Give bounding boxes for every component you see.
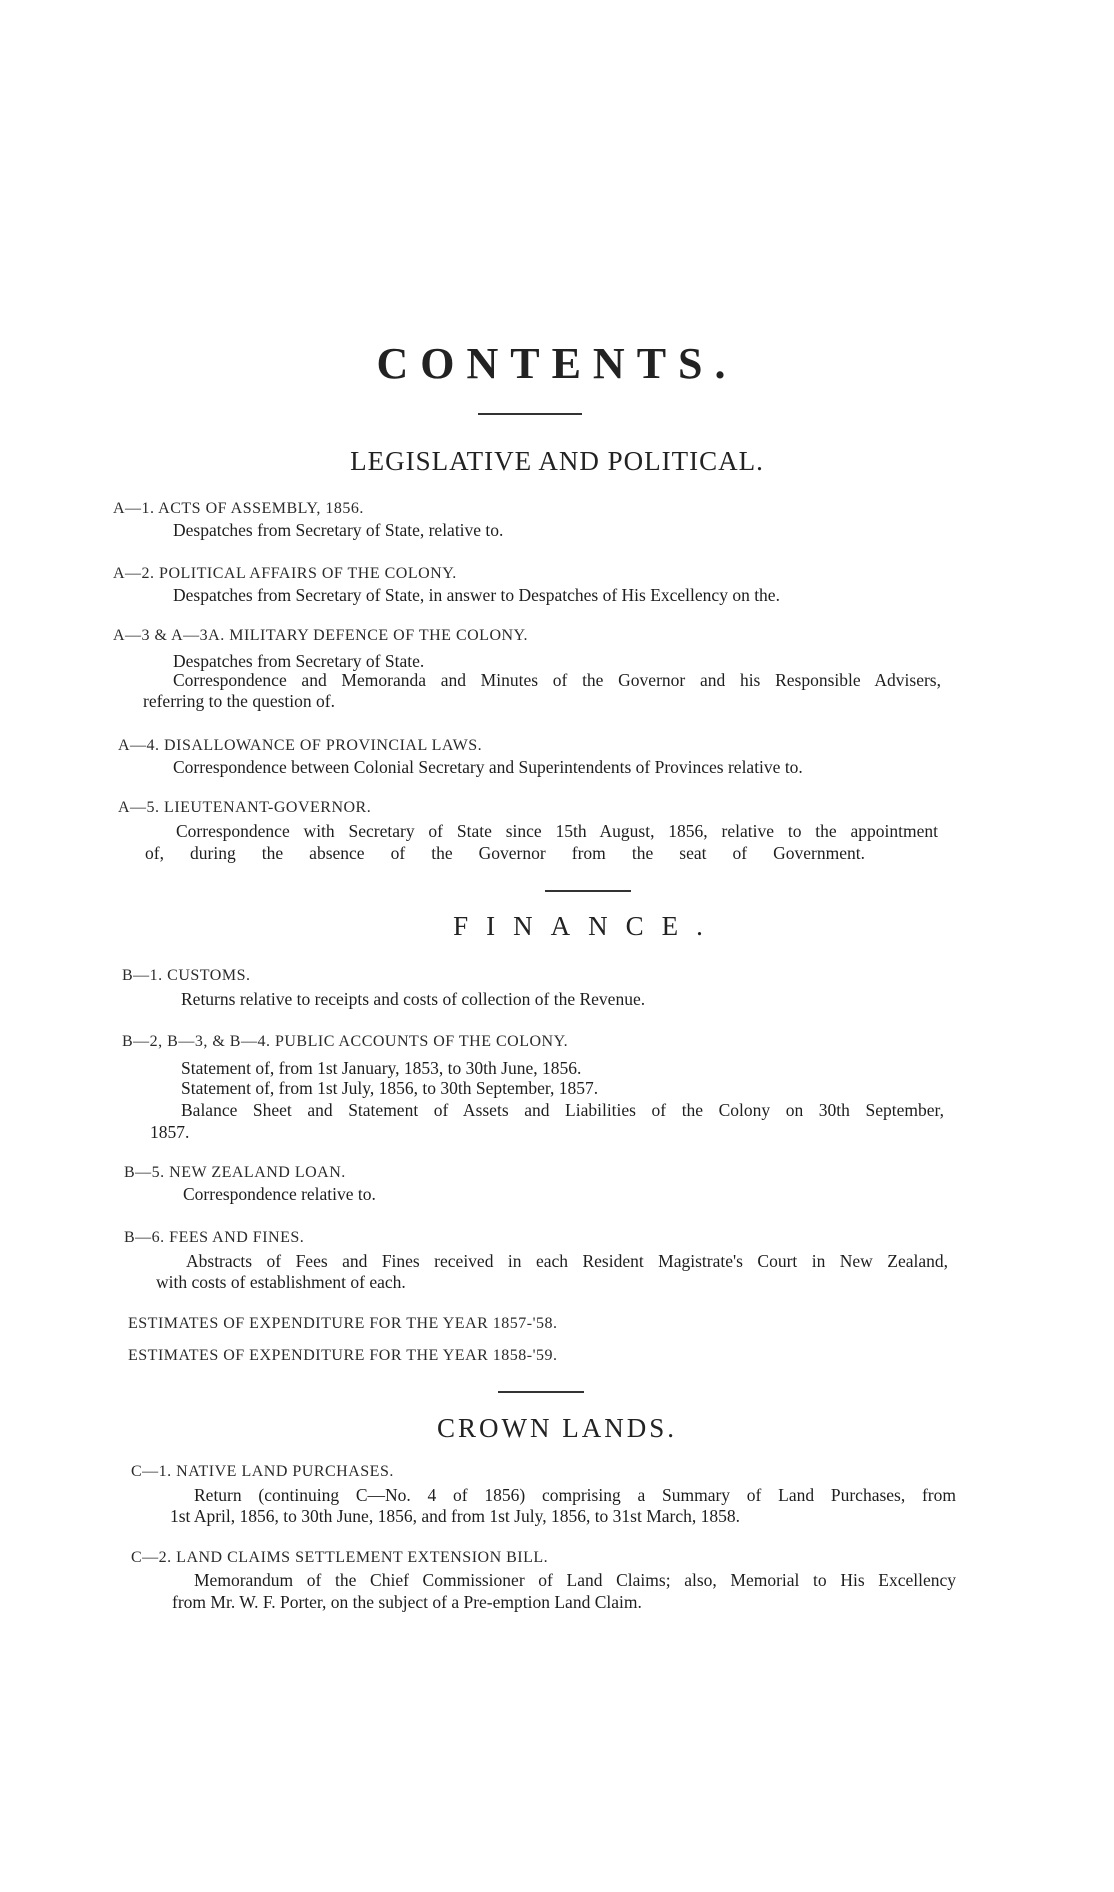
page-title: CONTENTS. xyxy=(376,339,738,388)
entry-heading: C—2. LAND CLAIMS SETTLEMENT EXTENSION BILL. xyxy=(131,1549,549,1566)
entry-line: of, during the absence of the Governor from the seat of Government. xyxy=(145,843,865,863)
entry-line: Returns relative to receipts and costs of collection of the Revenue. xyxy=(181,989,646,1009)
entry-line: from Mr. W. F. Porter, on the subject of a Pre-emption Land Claim. xyxy=(172,1592,642,1612)
entry-heading: A—4. DISALLOWANCE OF PROVINCIAL LAWS. xyxy=(118,737,483,754)
entry-line: Correspondence relative to. xyxy=(183,1184,376,1204)
entry-heading: A—2. POLITICAL AFFAIRS OF THE COLONY. xyxy=(113,565,457,582)
entry-line: Statement of, from 1st July, 1856, to 30th September, 1857. xyxy=(181,1078,599,1098)
entry-line: Statement of, from 1st January, 1853, to 30th June, 1856. xyxy=(181,1058,582,1078)
entry-heading: B—5. NEW ZEALAND LOAN. xyxy=(124,1164,346,1181)
estimates-line: ESTIMATES OF EXPENDITURE FOR THE YEAR 1857-'58. xyxy=(128,1315,558,1332)
entry-line: Correspondence between Colonial Secretary and Superintendents of Provinces relative to. xyxy=(173,757,803,777)
entry-line: Correspondence and Memoranda and Minutes of the Governor and his Responsible Advisers, xyxy=(173,670,941,690)
entry-heading: B—2, B—3, & B—4. PUBLIC ACCOUNTS OF THE COLONY. xyxy=(122,1033,569,1050)
entry-line: Balance Sheet and Statement of Assets and Liabilities of the Colony on 30th September, xyxy=(181,1100,944,1120)
entry-heading: A—1. ACTS OF ASSEMBLY, 1856. xyxy=(113,500,364,517)
entry-heading: B—1. CUSTOMS. xyxy=(122,967,251,984)
estimates-line: ESTIMATES OF EXPENDITURE FOR THE YEAR 1858-'59. xyxy=(128,1347,558,1364)
entry-heading: B—6. FEES AND FINES. xyxy=(124,1229,305,1246)
entry-line: 1857. xyxy=(150,1122,190,1142)
entry-line: Correspondence with Secretary of State since 15th August, 1856, relative to the appointment xyxy=(176,821,938,841)
entry-heading: A—5. LIEUTENANT-GOVERNOR. xyxy=(118,799,372,816)
entry-line: referring to the question of. xyxy=(143,691,335,711)
entry-line: Despatches from Secretary of State. xyxy=(173,651,425,671)
entry-line: 1st April, 1856, to 30th June, 1856, and from 1st July, 1856, to 31st March, 1858. xyxy=(170,1506,741,1526)
entry-line: Memorandum of the Chief Commissioner of Land Claims; also, Memorial to His Excellency xyxy=(194,1570,956,1590)
entry-heading: C—1. NATIVE LAND PURCHASES. xyxy=(131,1463,394,1480)
section-heading-finance: FINANCE. xyxy=(453,911,721,941)
entry-line: with costs of establishment of each. xyxy=(156,1272,406,1292)
divider-rule xyxy=(498,1391,584,1393)
entry-line: Abstracts of Fees and Fines received in each Resident Magistrate's Court in New Zealand, xyxy=(186,1251,948,1271)
entry-line: Return (continuing C—No. 4 of 1856) comprising a Summary of Land Purchases, from xyxy=(194,1485,956,1505)
section-heading-crown-lands: CROWN LANDS. xyxy=(436,1413,677,1443)
divider-rule xyxy=(478,413,582,415)
entry-line: Despatches from Secretary of State, relative to. xyxy=(173,520,504,540)
entry-line: Despatches from Secretary of State, in answer to Despatches of His Excellency on the. xyxy=(173,585,780,605)
divider-rule xyxy=(545,890,631,892)
entry-heading: A—3 & A—3A. MILITARY DEFENCE OF THE COLONY. xyxy=(113,627,529,644)
section-heading-legislative: LEGISLATIVE AND POLITICAL. xyxy=(350,446,764,476)
